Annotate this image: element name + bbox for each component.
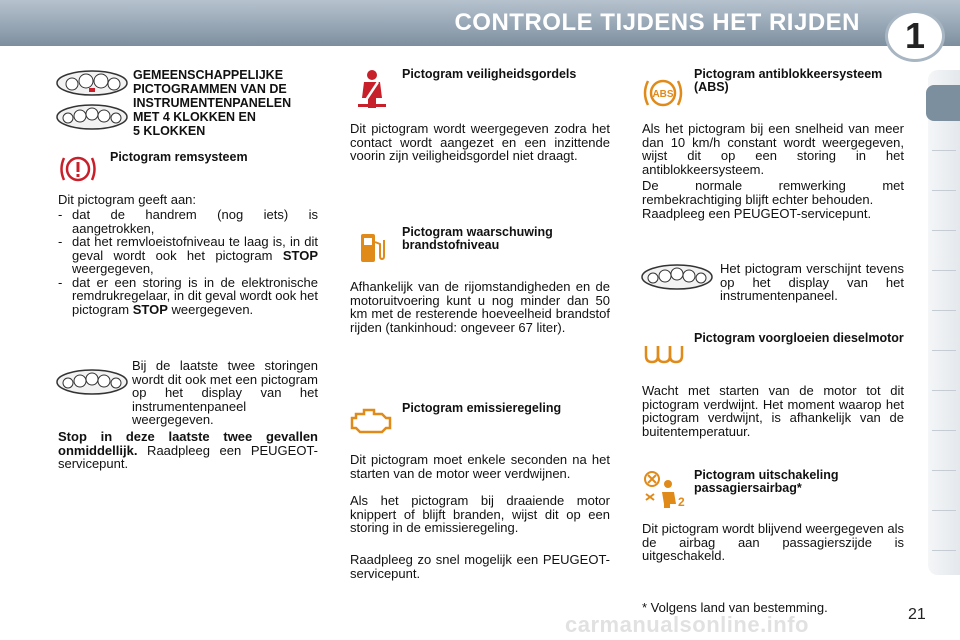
abs-text-1: Als het pictogram bij een snelheid van meer dan 10 km/h constant wordt weergegeven, wijst dit op een storing in het antiblokkeersysteem. bbox=[642, 121, 904, 177]
abs-text-2: De normale remwerking met rembekrachtiging blijft echter behouden. bbox=[642, 178, 904, 207]
chapter-sidebar bbox=[928, 70, 960, 575]
fuel-text: Afhankelijk van de rijomstandigheden en de motoruitvoering kunt u nog minder dan 50 km met de resterende hoeveelheid brandstof rijden (tankinhoud: ongeveer 67 liter). bbox=[350, 279, 610, 335]
shared-icons-heading: GEMEENSCHAPPELIJKE PICTOGRAMMEN VAN DE INSTRUMENTENPANELEN MET 4 KLOKKEN EN 5 KLOKKEN bbox=[133, 68, 292, 138]
brake-warning-icon bbox=[58, 152, 98, 186]
instrument-panel-display-icon bbox=[641, 264, 713, 290]
list-item: - dat de handrem (nog iets) is aangetrokken, bbox=[58, 207, 318, 236]
list-item: - dat er een storing is in de elektronische remdrukregelaar, in dit geval wordt ook het pictogram STOP weergegeven. bbox=[58, 274, 318, 317]
brake-stop-text: Stop in deze laatste twee gevallen onmiddellijk. Raadpleeg een PEUGEOT-servicepunt. bbox=[58, 429, 318, 471]
seatbelt-heading: Pictogram veiligheidsgordels bbox=[402, 67, 577, 81]
brake-display-note: Bij de laatste twee storingen wordt dit ook met een pictogram op het display van het instrumentenpaneel weergegeven. bbox=[132, 358, 318, 427]
seatbelt-icon bbox=[354, 68, 390, 110]
fuel-pump-icon bbox=[358, 230, 386, 266]
instrument-panel-display-icon bbox=[56, 369, 128, 395]
emission-text-3: Raadpleeg zo snel mogelijk een PEUGEOT-servicepunt. bbox=[350, 552, 610, 581]
instrument-panel-5-dials-icon bbox=[56, 104, 128, 130]
abs-heading: Pictogram antiblokkeersysteem (ABS) bbox=[694, 67, 883, 94]
brake-heading: Pictogram remsysteem bbox=[110, 150, 248, 164]
emission-text-1: Dit pictogram moet enkele seconden na het starten van de motor weer verdwijnen. bbox=[350, 452, 610, 481]
glow-plug-icon bbox=[642, 340, 686, 368]
svg-text:2: 2 bbox=[678, 495, 685, 509]
svg-text:ABS: ABS bbox=[652, 89, 674, 100]
emission-text-2: Als het pictogram bij draaiende motor knippert of blijft branden, wijst dit op een storing in de emissieregeling. bbox=[350, 493, 610, 535]
header-banner bbox=[0, 0, 960, 46]
glow-text: Wacht met starten van de motor tot dit pictogram verdwijnt. Het moment waarop het pictogram verdwijnt, is afhankelijk van de buitentemperatuur. bbox=[642, 383, 904, 439]
brake-intro: Dit pictogram geeft aan: bbox=[58, 192, 197, 207]
seatbelt-text: Dit pictogram wordt weergegeven zodra het contact wordt aangezet en een inzittende voorin zijn veiligheidsgordel niet draagt. bbox=[350, 121, 610, 163]
page-number: 21 bbox=[908, 606, 926, 623]
footnote: * Volgens land van bestemming. bbox=[642, 600, 828, 615]
chapter-tab-active[interactable] bbox=[926, 85, 960, 121]
fuel-heading: Pictogram waarschuwing brandstofniveau bbox=[402, 225, 553, 252]
passenger-airbag-off-icon bbox=[640, 470, 684, 510]
airbag-heading: Pictogram uitschakeling passagiersairbag* bbox=[694, 468, 839, 495]
emission-heading: Pictogram emissieregeling bbox=[402, 401, 562, 415]
chapter-badge: 1 bbox=[885, 10, 945, 62]
list-item: - dat het remvloeistofniveau te laag is, in dit geval wordt ook het pictogram STOP weergegeven, bbox=[58, 234, 318, 276]
abs-display-note: Het pictogram verschijnt tevens op het display van het instrumentenpaneel. bbox=[720, 261, 904, 303]
glow-heading: Pictogram voorgloeien dieselmotor bbox=[694, 331, 904, 345]
instrument-panel-4-dials-icon bbox=[56, 70, 128, 96]
page-title: CONTROLE TIJDENS HET RIJDEN bbox=[454, 9, 860, 36]
airbag-text: Dit pictogram wordt blijvend weergegeven als de airbag aan passagierszijde is uitgeschakeld. bbox=[642, 521, 904, 563]
abs-warning-icon bbox=[640, 76, 686, 110]
abs-text-3: Raadpleeg een PEUGEOT-servicepunt. bbox=[642, 206, 872, 221]
brake-list bbox=[58, 208, 318, 316]
engine-emission-icon bbox=[350, 404, 394, 438]
watermark: carmanualsonline.info bbox=[565, 612, 809, 637]
